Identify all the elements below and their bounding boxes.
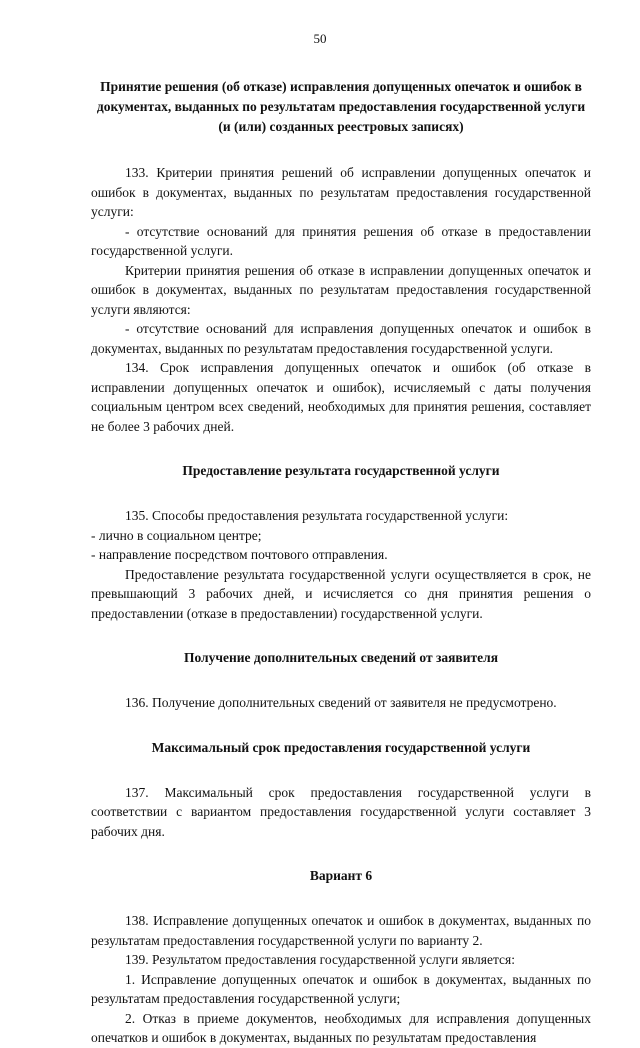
paragraph: Предоставление результата государственной услуги осуществляется в срок, не превышающий 3 рабочих дней, и исчисляется со дня принятия решения о предоставлении (отказе в предоставлении) государственной услуги. — [91, 566, 591, 621]
paragraph: 137. Максимальный срок предоставления государственной услуги в соответствии с вариантом предоставления государственной услуги составляет 3 рабочих дня. — [91, 784, 591, 839]
paragraph: 134. Срок исправления допущенных опечаток и ошибок (об отказе в исправлении допущенных опечаток и ошибок), исчисляемый с даты получения социальным центром всех сведений, необходимых для принятия решения, составляет не более 3 рабочих дней. — [91, 360, 591, 434]
paragraph: - отсутствие оснований для исправления допущенных опечаток и ошибок в документах, выданных по результатам предоставления государственной услуги. — [91, 321, 591, 356]
paragraph: Критерии принятия решения об отказе в исправлении допущенных опечаток и ошибок в документах, выданных по результатам предоставления государственной услуги являются: — [91, 262, 591, 317]
paragraph: 138. Исправление допущенных опечаток и ошибок в документах, выданных по результатам предоставления государственной услуги по варианту 2. — [91, 913, 591, 948]
paragraph: - направление посредством почтового отправления. — [91, 547, 388, 562]
paragraph: 139. Результатом предоставления государственной услуги является: — [125, 952, 515, 967]
section-heading: Предоставление результата государственной услуги — [182, 463, 500, 478]
page-number: 50 — [313, 31, 327, 46]
paragraph: 135. Способы предоставления результата государственной услуги: — [125, 508, 509, 523]
paragraph: - отсутствие оснований для принятия решения об отказе в предоставлении государственной услуги. — [91, 223, 591, 258]
document-body — [91, 77, 591, 1048]
paragraph: 1. Исправление допущенных опечаток и ошибок в документах, выданных по результатам предоставления государственной услуги; — [91, 971, 591, 1006]
paragraph: 133. Критерии принятия решений об исправлении допущенных опечаток и ошибок в документах, выданных по результатам предоставления государственной услуги: — [91, 165, 591, 219]
paragraph: 2. Отказ в приеме документов, необходимых для исправления допущенных опечатков и ошибок в документах, выданных по результатам предоставления — [91, 1010, 591, 1045]
section-heading: Максимальный срок предоставления государственной услуги — [151, 739, 531, 755]
paragraph: - лично в социальном центре; — [91, 527, 262, 543]
section-heading: Вариант 6 — [309, 868, 373, 883]
paragraph: 136. Получение дополнительных сведений от заявителя не предусмотрено. — [125, 695, 557, 710]
section-heading: Получение дополнительных сведений от заявителя — [183, 650, 499, 665]
section-heading: Принятие решения (об отказе) исправления допущенных опечаток и ошибок в документах, выданных по результатам предоставления государственной услуги (и (или) созданных реестровых записях) — [96, 79, 586, 134]
